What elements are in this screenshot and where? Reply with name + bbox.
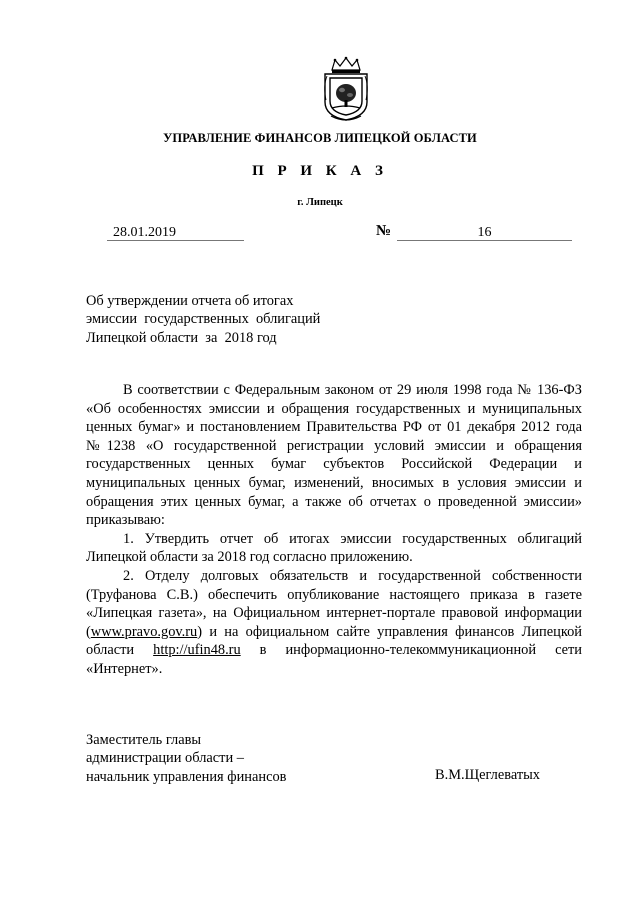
date-field [107,225,244,241]
subject-line: Об утверждении отчета об итогах [86,293,294,309]
organization-title: УПРАВЛЕНИЕ ФИНАНСОВ ЛИПЕЦКОЙ ОБЛАСТИ [163,131,477,145]
item-2-text: 2. Отделу долговых обязательств и государственной собственности (Труфанова С.В.) обеспечить опубликование настоящего приказа в газете «Липецкая газета», на Официальном интернет-портале правовой информации ( [86,567,582,640]
number-sign: № [376,223,392,239]
signatory-name: В.М.Щеглеватых [435,767,541,783]
document-date: 28.01.2019 [113,225,176,240]
document-type: П Р И К А З [252,163,388,179]
preamble-paragraph: В соответствии с Федеральным законом от 29 июля 1998 года № 136-ФЗ «Об особенностях эмиссии и обращения государственных и муниципальных ценных бумаг» и постановлением Правительства РФ от 01 декабря 2012 года №1238 «О государственной регистрации условий эмиссии и обращения государственных ценных бумаг субъектов Российской Федерации и муниципальных ценных бумаг, изменений, вносимых в условия эмиссии и обращения этих ценных бумаг, а также об отчетах о проведенной эмиссии» приказываю: [86,382,582,529]
subject-line: эмиссии государственных облигаций [86,311,321,328]
city: г. Липецк [297,197,343,208]
item-2-paragraph [86,567,582,679]
signatory-line: администрации области – [86,750,244,767]
subject-line: Липецкой области за 2018 год [86,329,277,346]
document-body [86,381,582,679]
coat-of-arms-icon [322,56,370,122]
signatory-line: Заместитель главы [86,732,202,748]
document-number: 16 [397,225,572,241]
signatory-title [86,731,286,786]
item-2-text: в информационно-телекоммуникационной сети «Интернет». [86,642,583,677]
ufin-link[interactable]: http://ufin48.ru [153,642,241,659]
signatory-line: начальник управления финансов [86,768,287,785]
subject-block [86,292,320,347]
pravo-link[interactable]: www.pravo.gov.ru [90,623,198,640]
item-1-paragraph: 1. Утвердить отчет об итогах эмиссии государственных облигаций Липецкой области за 2018 год согласно приложению. [86,530,582,566]
item-2-text: ) и на официальном сайте управления финансов Липецкой области [86,623,582,659]
